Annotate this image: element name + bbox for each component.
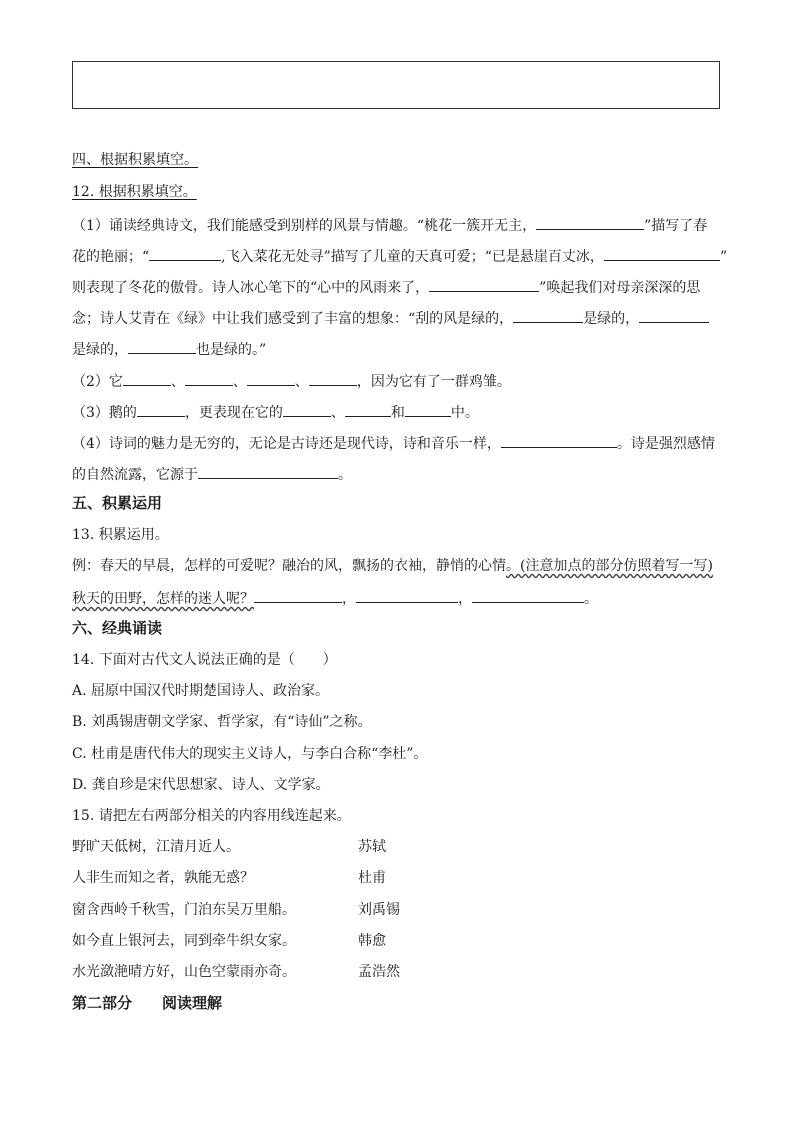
blank[interactable] — [604, 245, 720, 261]
text: 中。 — [450, 405, 479, 421]
blank[interactable] — [513, 307, 583, 323]
text: ” — [719, 249, 728, 265]
text: 。 — [338, 467, 352, 483]
q13-example — [72, 556, 713, 576]
blank[interactable] — [345, 401, 391, 417]
q12-p1-line3 — [72, 276, 700, 298]
text: 花的艳丽；“ — [72, 249, 150, 265]
q15-left-2[interactable]: 人非生而知之者，孰能无惑？ — [72, 870, 254, 886]
section5-heading: 五、积累运用 — [72, 494, 163, 512]
blank[interactable] — [149, 245, 221, 261]
text: 。诗是强烈感情 — [616, 436, 715, 452]
q15-left-5[interactable]: 水光潋滟晴方好，山色空蒙雨亦奇。 — [72, 964, 296, 980]
text: ，因为它有了一群鸡雏。 — [356, 374, 511, 390]
text: 秋天的田野，怎样的迷人呢？ — [72, 591, 254, 607]
q12-p1-line2 — [72, 245, 727, 267]
q14-option-c[interactable]: C. 杜甫是唐代伟大的现实主义诗人，与李白合称“李杜”。 — [72, 746, 428, 762]
blank[interactable] — [123, 370, 171, 386]
blank[interactable] — [639, 307, 709, 323]
text: 则表现了冬花的傲骨。诗人冰心笔下的“心中的风雨来了， — [72, 280, 430, 296]
q15-right-5[interactable]: 孟浩然 — [358, 964, 400, 980]
text: 是绿的， — [72, 342, 128, 358]
text: 是绿的， — [583, 311, 640, 327]
blank[interactable] — [283, 401, 331, 417]
blank[interactable] — [247, 370, 295, 386]
text: 的自然流露，它源于 — [72, 467, 198, 483]
blank[interactable] — [472, 587, 584, 603]
text: ， — [342, 591, 356, 607]
blank[interactable] — [137, 401, 185, 417]
q15-title: 15. 请把左右两部分相关的内容用线连起来。 — [72, 808, 351, 824]
blank[interactable] — [198, 463, 338, 479]
text: ”唤起我们对母亲深深的思 — [539, 280, 701, 296]
text: ,飞入菜花无处寻”描写了儿童的天真可爱；“已是悬崖百丈冰， — [221, 249, 604, 265]
q12-p3 — [72, 401, 479, 423]
q15-left-3[interactable]: 窗含西岭千秋雪，门泊东吴万里船。 — [72, 902, 296, 918]
text: （3）鹅的 — [72, 405, 137, 421]
q12-p1-line4 — [72, 307, 709, 329]
text: 、 — [294, 374, 309, 390]
text: 例：春天的早晨，怎样的可爱呢？融冶的风，飘扬的衣袖，静悄的心情 — [72, 558, 506, 574]
q15-right-3[interactable]: 刘禹锡 — [358, 902, 400, 918]
blank[interactable] — [128, 338, 196, 354]
section6-heading: 六、经典诵读 — [72, 619, 163, 637]
q14-title: 14. 下面对古代文人说法正确的是（ ） — [72, 652, 337, 668]
blank[interactable] — [536, 214, 644, 230]
text: 。 — [584, 591, 598, 607]
q13-title: 13. 积累运用。 — [72, 527, 169, 543]
q14-option-a[interactable]: A. 屈原中国汉代时期楚国诗人、政治家。 — [72, 683, 330, 699]
text: ”描写了春 — [644, 218, 708, 234]
text: 、 — [330, 405, 345, 421]
blank[interactable] — [254, 587, 342, 603]
blank[interactable] — [309, 370, 357, 386]
q12-p1-line1 — [72, 214, 707, 236]
text: 念；诗人艾青在《绿》中让我们感受到了丰富的想象：“刮的风是绿的， — [72, 311, 514, 327]
text: 也是绿的。” — [196, 342, 267, 358]
answer-box[interactable] — [72, 61, 720, 109]
q15-right-1[interactable]: 苏轼 — [358, 839, 386, 855]
part2-heading: 第二部分 阅读理解 — [72, 994, 223, 1012]
text: （2）它 — [72, 374, 123, 390]
q12-title: 12. 根据积累填空。 — [72, 184, 197, 200]
blank[interactable] — [501, 432, 617, 448]
blank[interactable] — [405, 401, 451, 417]
text: 。(注意加点的部分仿照着写一写) — [506, 558, 713, 574]
q14-option-d[interactable]: D. 龚自珍是宋代思想家、诗人、文学家。 — [72, 777, 330, 793]
text: 和 — [390, 405, 405, 421]
blank[interactable] — [185, 370, 233, 386]
q13-line2 — [72, 587, 598, 609]
text: 、 — [170, 374, 185, 390]
q15-left-4[interactable]: 如今直上银河去，同到牵牛织女家。 — [72, 933, 296, 949]
text: （1）诵读经典诗文，我们能感受到别样的风景与情趣。“桃花一簇开无主， — [72, 218, 537, 234]
q12-p2 — [72, 370, 511, 392]
q14-option-b[interactable]: B. 刘禹锡唐朝文学家、哲学家，有“诗仙”之称。 — [72, 714, 372, 730]
text: 、 — [232, 374, 247, 390]
q12-p4-line1 — [72, 432, 715, 454]
q12-p4-line2 — [72, 463, 352, 485]
q15-right-2[interactable]: 杜甫 — [358, 870, 386, 886]
text: （4）诗词的魅力是无穷的，无论是古诗还是现代诗，诗和音乐一样， — [72, 436, 501, 452]
q12-p1-line5 — [72, 338, 266, 360]
q15-left-1[interactable]: 野旷天低树，江清月近人。 — [72, 839, 240, 855]
text: ，更表现在它的 — [184, 405, 283, 421]
section4-heading: 四、根据积累填空。 — [72, 152, 198, 168]
q15-right-4[interactable]: 韩愈 — [358, 933, 386, 949]
text: ， — [458, 591, 472, 607]
blank[interactable] — [356, 587, 458, 603]
blank[interactable] — [429, 276, 539, 292]
